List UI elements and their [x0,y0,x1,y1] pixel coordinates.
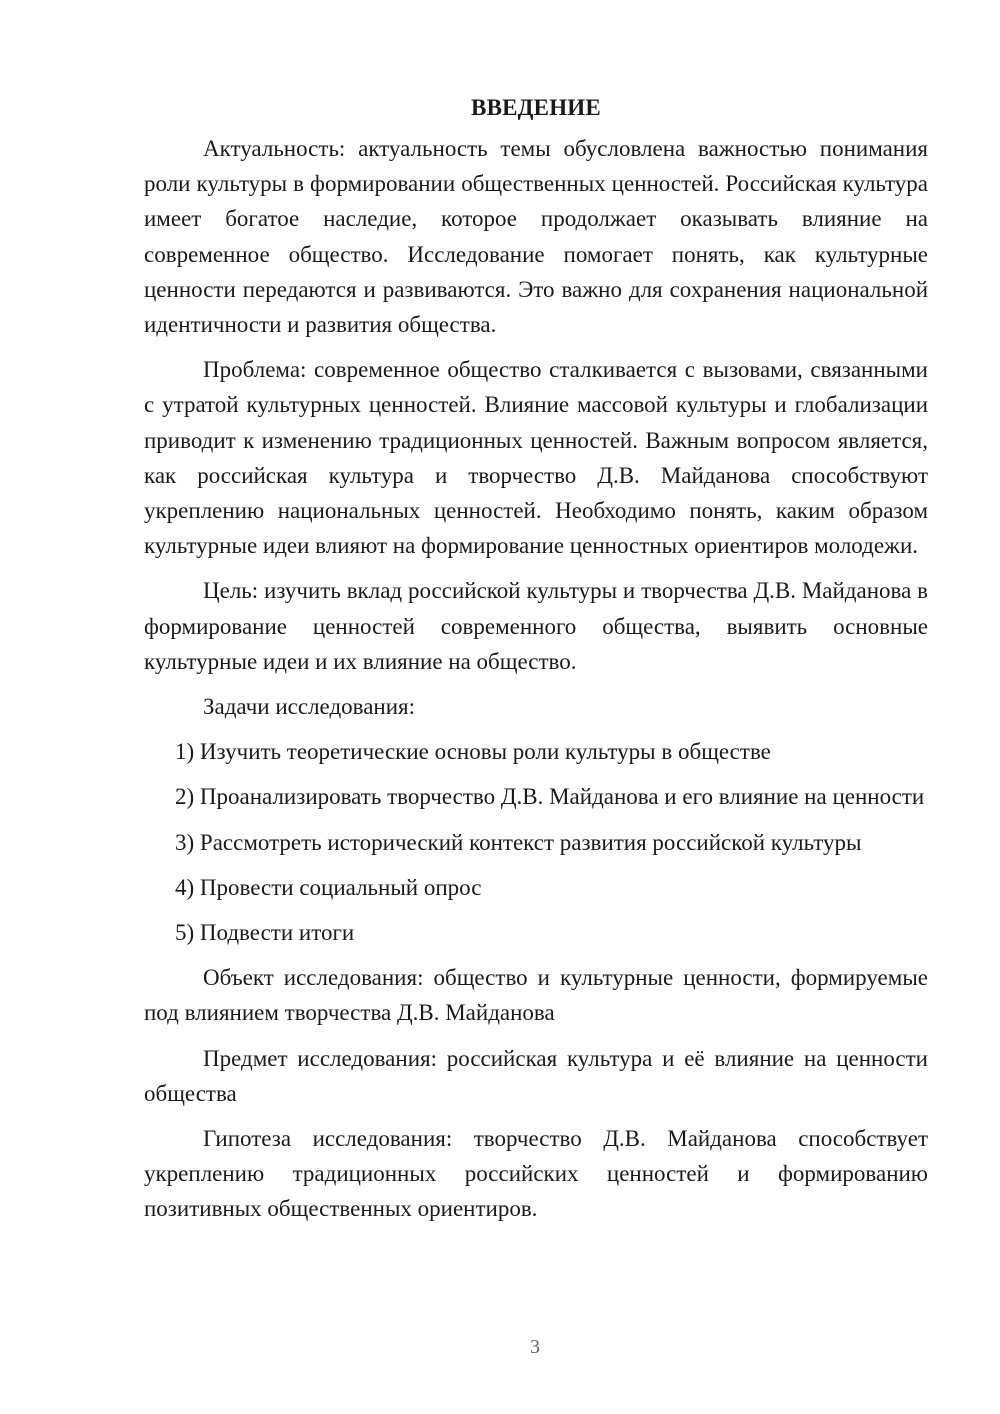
section-heading: ВВЕДЕНИЕ [471,95,601,120]
tasks-title: Задачи исследования: [203,694,416,720]
task-item: 4) Провести социальный опрос [175,874,482,900]
object-paragraph: Объект исследования: общество и культурные ценности, формируемые под влиянием творчества Д.В. Майданова [144,965,928,1026]
problem-paragraph: Проблема: современное общество сталкивается с вызовами, связанными с утратой культурных ценностей. Влияние массовой культуры и глобализации приводит к изменению традиционных ценностей. Важным вопросом является, как российская культура и творчество Д.В. Майданова способствуют укреплению национальных ценностей. Необходимо понять, каким образом культурные идеи влияют на формирование ценностных ориентиров молодежи. [144,357,928,559]
task-item: 5) Подвести итоги [175,920,355,946]
task-item: 3) Рассмотреть исторический контекст развития российской культуры [175,829,862,855]
tasks-list [144,734,928,950]
goal-paragraph: Цель: изучить вклад российской культуры и творчества Д.В. Майданова в формирование ценностей современного общества, выявить основные культурные идеи и их влияние на общество. [144,578,928,674]
task-item: 2) Проанализировать творчество Д.В. Майданова и его влияние на ценности [175,784,925,810]
document-page [144,90,928,1237]
subject-paragraph: Предмет исследования: российская культура и её влияние на ценности общества [144,1045,928,1106]
page-number: 3 [530,1336,540,1358]
hypothesis-paragraph: Гипотеза исследования: творчество Д.В. Майданова способствует укреплению традиционных российских ценностей и формированию позитивных общественных ориентиров. [144,1126,928,1222]
task-item: 1) Изучить теоретические основы роли культуры в обществе [175,739,771,765]
relevance-paragraph: Актуальность: актуальность темы обусловлена важностью понимания роли культуры в формировании общественных ценностей. Российская культура имеет богатое наследие, которое продолжает оказывать влияние на современное общество. Исследование помогает понять, как культурные ценности передаются и развиваются. Это важно для сохранения национальной идентичности и развития общества. [144,136,928,338]
